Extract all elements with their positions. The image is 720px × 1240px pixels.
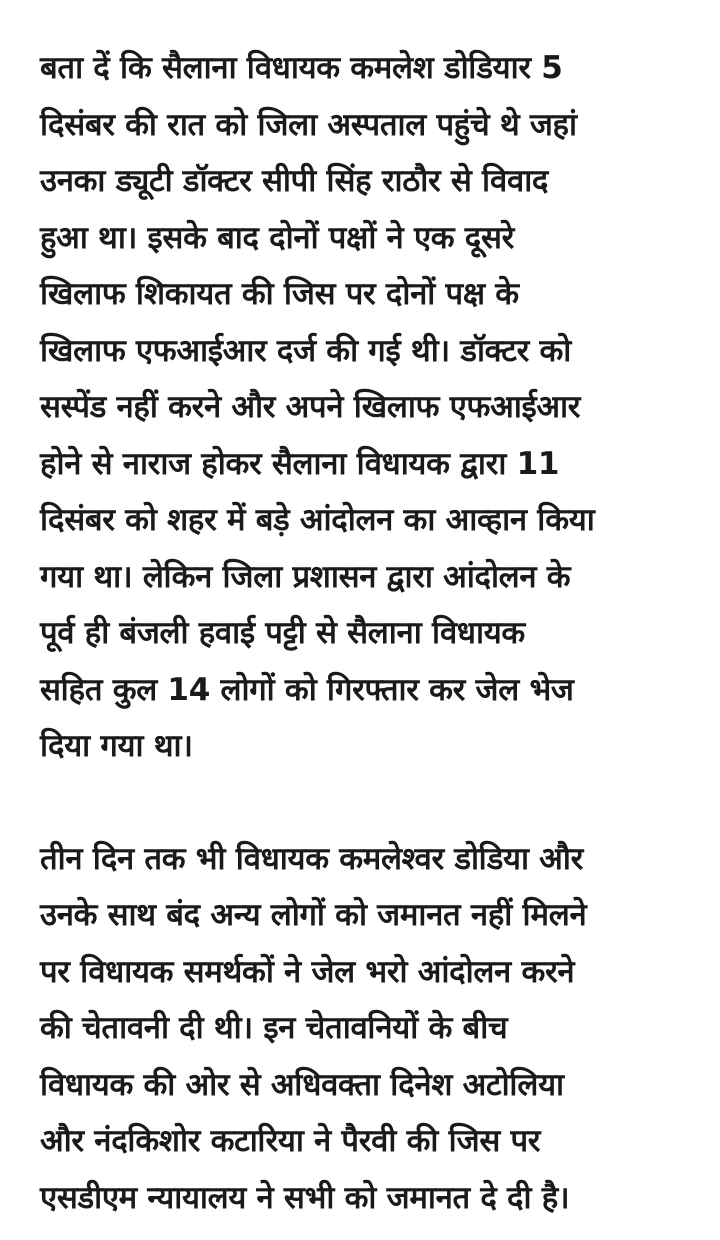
article-paragraph-1: बता दें कि सैलाना विधायक कमलेश डोडियार 5 दिसंबर की रात को जिला अस्पताल पहुंचे थे जहां उनका ड्यूटी डॉक्टर सीपी सिंह राठौर से विवाद हुआ था। इसके बाद दोनों पक्षों ने एक दूसरे खिलाफ शिकायत की जिस पर दोनों पक्ष के खिलाफ एफआईआर दर्ज की गई थी। डॉक्टर को सस्पेंड नहीं करने और अपने खिलाफ एफआईआर होने से नाराज होकर सैलाना विधायक द्वारा 11 दिसंबर को शहर में बड़े आंदोलन का आव्हान किया गया था। लेकिन जिला प्रशासन द्वारा आंदोलन के पूर्व ही बंजली हवाई पट्टी से सैलाना विधायक सहित कुल 14 लोगों को गिरफ्तार कर जेल भेज दिया गया था। <box>40 50 595 764</box>
article-body <box>40 40 690 1226</box>
article-paragraph-2: तीन दिन तक भी विधायक कमलेश्वर डोडिया और उनके साथ बंद अन्य लोगों को जमानत नहीं मिलने पर विधायक समर्थकों ने जेल भरो आंदोलन करने की चेतावनी दी थी। इन चेतावनियों के बीच विधायक की ओर से अधिवक्ता दिनेश अटोलिया और नंदकिशोर कटारिया ने पैरवी की जिस पर एसडीएम न्यायालय ने सभी को जमानत दे दी है। <box>40 840 587 1216</box>
